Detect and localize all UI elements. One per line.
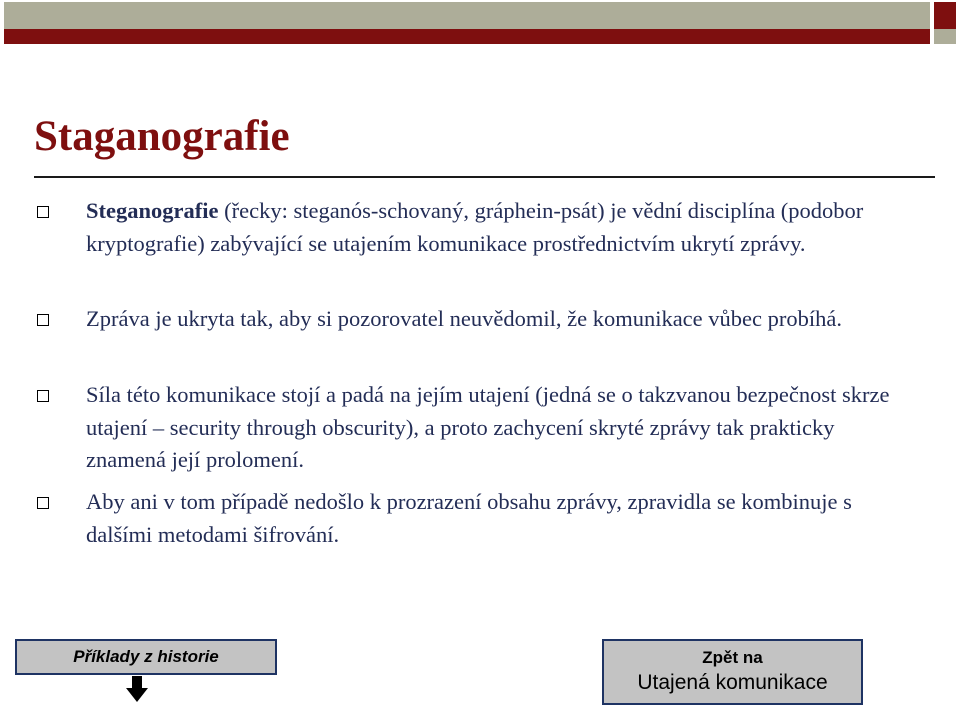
hollow-square-icon <box>37 314 49 326</box>
bullet-item <box>86 303 916 336</box>
examples-button-label: Příklady z historie <box>73 647 219 666</box>
examples-button[interactable] <box>15 639 277 675</box>
back-button-label-line2: Utajená komunikace <box>637 671 828 694</box>
hollow-square-icon <box>37 206 49 218</box>
bullet-item <box>86 195 916 260</box>
back-button-label-line1: Zpět na <box>702 648 763 667</box>
hollow-square-icon <box>37 390 49 402</box>
bullet-text: Zpráva je ukryta tak, aby si pozorovatel neuvědomil, že komunikace vůbec probíhá. <box>86 306 842 331</box>
bullet-text: (řecky: steganós-schovaný, gráphein-psát) je vědní disciplína (podobor kryptografie) zabývající se utajením komunikace prostřednictvím ukrytí zprávy. <box>86 198 864 256</box>
back-to-secret-communication-button[interactable] <box>602 639 863 705</box>
title-divider <box>34 176 935 178</box>
slide-title: Staganografie <box>34 113 290 160</box>
down-arrow-icon[interactable] <box>126 676 148 702</box>
bullet-item <box>86 379 916 477</box>
bullet-lead-term: Steganografie <box>86 198 219 223</box>
header-corner-square-lower <box>934 29 956 44</box>
header-corner-square <box>934 2 956 29</box>
header-bar <box>4 2 930 29</box>
hollow-square-icon <box>37 497 49 509</box>
bullet-item <box>86 486 916 551</box>
bullet-text: Aby ani v tom případě nedošlo k prozrazení obsahu zprávy, zpravidla se kombinuje s dalšími metodami šifrování. <box>86 489 852 547</box>
header-stripe <box>4 29 930 44</box>
bullet-text: Síla této komunikace stojí a padá na jejím utajení (jedná se o takzvanou bezpečnost skrze utajení – security through obscurity), a proto zachycení skryté zprávy tak prakticky znamená její prolomení. <box>86 382 890 472</box>
